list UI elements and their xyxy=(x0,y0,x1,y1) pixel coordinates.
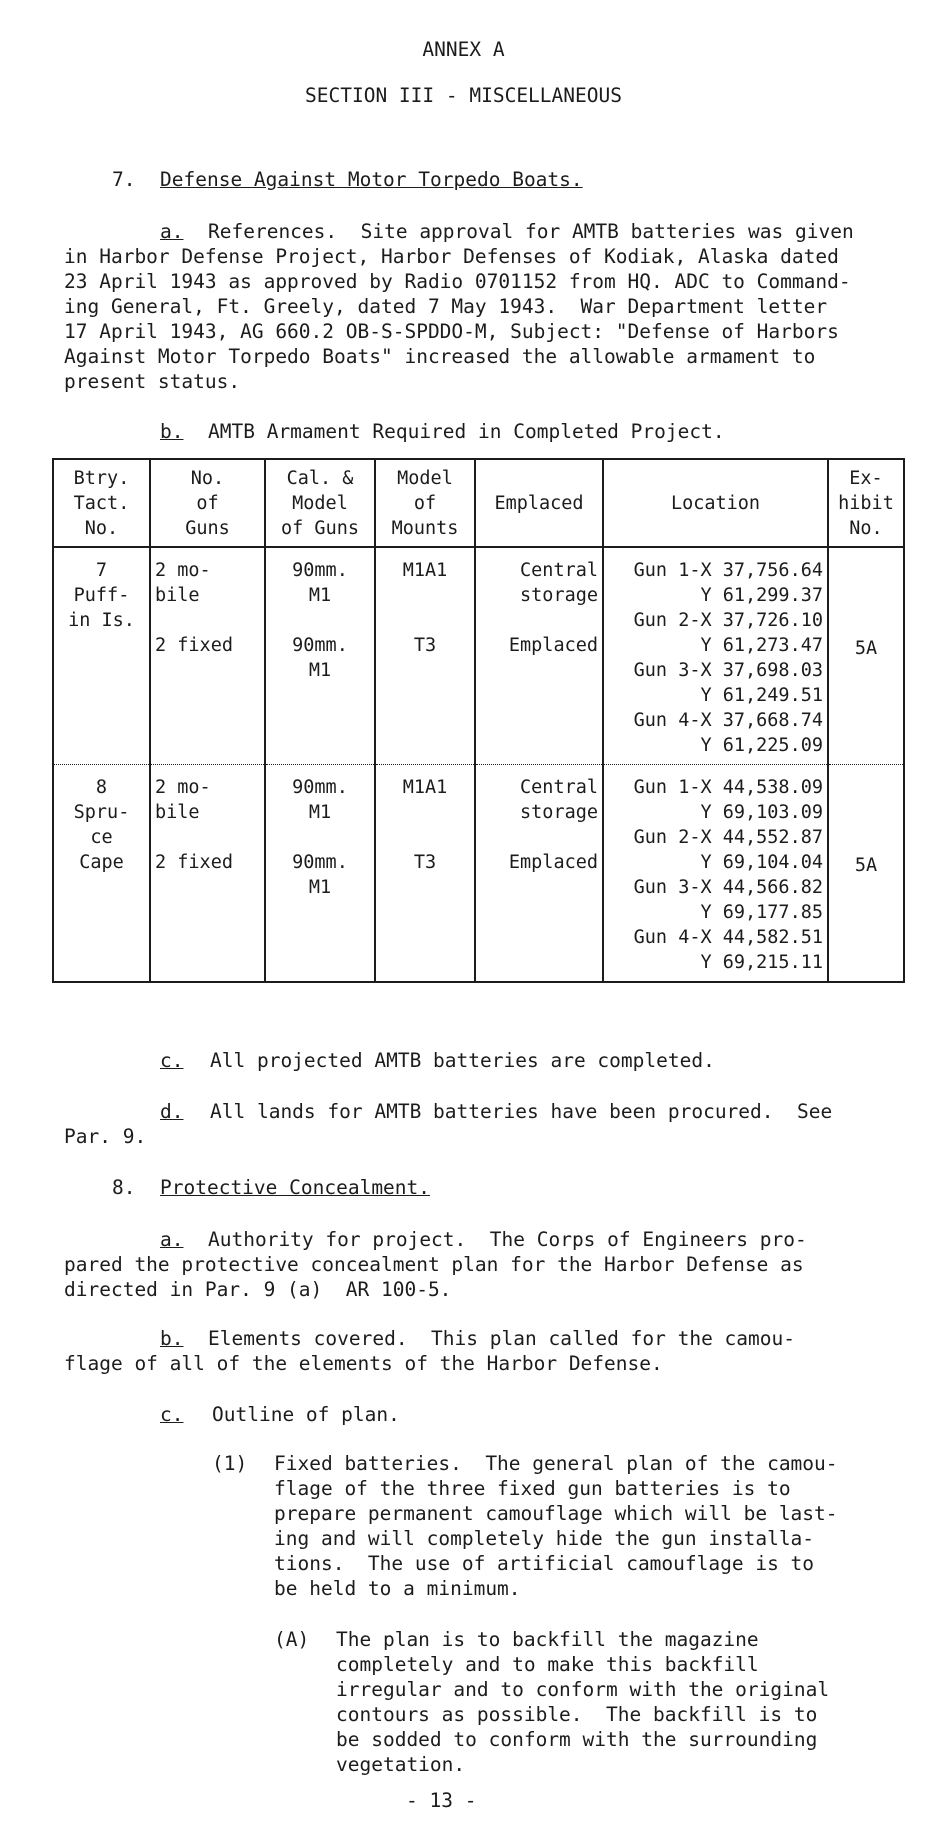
table-header-row xyxy=(53,459,904,547)
mount-fixed: T3 xyxy=(413,852,437,873)
location-line: Y 69,104.04 xyxy=(700,852,823,873)
annex-heading: ANNEX A xyxy=(422,38,505,61)
caliber-mobile: 90mm. M1 xyxy=(292,560,348,606)
item1-line: tions. The use of artificial camouflage is to xyxy=(274,1552,815,1575)
location-line: Gun 1-X 37,756.64 xyxy=(633,560,823,581)
mount-mobile: M1A1 xyxy=(402,777,448,798)
para7a-line: 23 April 1943 as approved by Radio 0701152 from HQ. ADC to Command- xyxy=(64,270,851,293)
itemA-line: The plan is to backfill the magazine xyxy=(336,1628,759,1651)
location-line: Gun 3-X 44,566.82 xyxy=(633,877,823,898)
item1-line: flage of the three fixed gun batteries is to xyxy=(274,1477,791,1500)
caliber-cell xyxy=(265,765,375,983)
mount-cell xyxy=(375,765,475,983)
header-number-of-guns: No. of Guns xyxy=(150,459,265,547)
emplaced-fixed: Emplaced xyxy=(508,852,598,873)
para7a-line: in Harbor Defense Project, Harbor Defenses of Kodiak, Alaska dated xyxy=(64,245,839,268)
table-row xyxy=(53,547,904,765)
para8-number: 8. xyxy=(112,1176,136,1199)
caliber-mobile: 90mm. M1 xyxy=(292,777,348,823)
location-line: Gun 2-X 44,552.87 xyxy=(633,827,823,848)
battery-cell: 8 Spru- ce Cape xyxy=(53,765,150,983)
para7a-line: present status. xyxy=(64,370,241,393)
itemA-line: be sodded to conform with the surrounding xyxy=(336,1728,818,1751)
location-line: Gun 1-X 44,538.09 xyxy=(633,777,823,798)
para7a-letter: a. xyxy=(160,220,184,243)
para7a-line: ing General, Ft. Greely, dated 7 May 1943. War Department letter xyxy=(64,295,828,318)
para8a-line: directed in Par. 9 (a) AR 100-5. xyxy=(64,1278,452,1301)
guns-cell xyxy=(150,765,265,983)
para7c-text: All projected AMTB batteries are completed. xyxy=(210,1049,715,1072)
para7d-line: Par. 9. xyxy=(64,1125,147,1148)
location-cell xyxy=(603,547,828,765)
para8b-letter: b. xyxy=(160,1327,184,1350)
caliber-cell xyxy=(265,547,375,765)
emplaced-fixed: Emplaced xyxy=(508,635,598,656)
para8b-line: flage of all of the elements of the Harbor Defense. xyxy=(64,1352,663,1375)
item1-line: be held to a minimum. xyxy=(274,1577,521,1600)
emplaced-mobile: Central storage xyxy=(520,777,598,823)
caliber-fixed: 90mm. M1 xyxy=(292,852,348,898)
guns-fixed: 2 fixed xyxy=(155,852,233,873)
item1-line: ing and will completely hide the gun installa- xyxy=(274,1527,815,1550)
section-heading: SECTION III - MISCELLANEOUS xyxy=(305,84,622,107)
emplaced-cell xyxy=(475,547,603,765)
itemA-line: irregular and to conform with the original xyxy=(336,1678,830,1701)
itemA-line: completely and to make this backfill xyxy=(336,1653,759,1676)
mount-mobile: M1A1 xyxy=(402,560,448,581)
header-caliber-model: Cal. & Model of Guns xyxy=(265,459,375,547)
location-line: Y 61,299.37 xyxy=(700,585,823,606)
para8c-text: Outline of plan. xyxy=(212,1403,400,1426)
para7-title: Defense Against Motor Torpedo Boats. xyxy=(160,168,583,191)
para7a-line: References. Site approval for AMTB batteries was given xyxy=(208,220,854,243)
header-emplaced: Emplaced xyxy=(475,459,603,547)
guns-mobile: 2 mo- bile xyxy=(155,777,211,823)
mount-cell xyxy=(375,547,475,765)
para8-title: Protective Concealment. xyxy=(160,1176,431,1199)
para7c-letter: c. xyxy=(160,1049,184,1072)
header-mounts: Model of Mounts xyxy=(375,459,475,547)
guns-cell xyxy=(150,547,265,765)
para8b-line: Elements covered. This plan called for the camou- xyxy=(208,1327,795,1350)
location-line: Y 69,177.85 xyxy=(700,902,823,923)
item1-line: Fixed batteries. The general plan of the camou- xyxy=(274,1452,838,1475)
para8a-letter: a. xyxy=(160,1228,184,1251)
item1-line: prepare permanent camouflage which will be last- xyxy=(274,1502,838,1525)
para7d-line: All lands for AMTB batteries have been procured. See xyxy=(210,1100,833,1123)
battery-cell: 7 Puff- in Is. xyxy=(53,547,150,765)
para7a-line: 17 April 1943, AG 660.2 OB-S-SPDDO-M, Subject: "Defense of Harbors xyxy=(64,320,839,343)
amtb-armament-table xyxy=(52,458,905,983)
emplaced-cell xyxy=(475,765,603,983)
para7a-line: Against Motor Torpedo Boats" increased the allowable armament to xyxy=(64,345,816,368)
location-line: Gun 3-X 37,698.03 xyxy=(633,660,823,681)
header-battery: Btry. Tact. No. xyxy=(53,459,150,547)
para7d-letter: d. xyxy=(160,1100,184,1123)
para8a-line: Authority for project. The Corps of Engineers pro- xyxy=(208,1228,807,1251)
para7b-letter: b. xyxy=(160,420,184,443)
location-line: Gun 2-X 37,726.10 xyxy=(633,610,823,631)
para7b-text: AMTB Armament Required in Completed Project. xyxy=(208,420,725,443)
emplaced-mobile: Central storage xyxy=(520,560,598,606)
para8a-line: pared the protective concealment plan for the Harbor Defense as xyxy=(64,1253,804,1276)
itemA-line: contours as possible. The backfill is to xyxy=(336,1703,818,1726)
table-row xyxy=(53,765,904,983)
exhibit-cell: 5A xyxy=(828,547,904,765)
location-line: Y 69,103.09 xyxy=(700,802,823,823)
para7-number: 7. xyxy=(112,168,136,191)
page-number: - 13 - xyxy=(406,1789,477,1812)
para8c-letter: c. xyxy=(160,1403,184,1426)
item1-number: (1) xyxy=(212,1452,248,1475)
guns-fixed: 2 fixed xyxy=(155,635,233,656)
location-line: Gun 4-X 37,668.74 xyxy=(633,710,823,731)
location-line: Y 61,273.47 xyxy=(700,635,823,656)
header-exhibit: Ex- hibit No. xyxy=(828,459,904,547)
guns-mobile: 2 mo- bile xyxy=(155,560,211,606)
itemA-line: vegetation. xyxy=(336,1753,466,1776)
location-cell xyxy=(603,765,828,983)
exhibit-cell: 5A xyxy=(828,765,904,983)
header-location: Location xyxy=(603,459,828,547)
mount-fixed: T3 xyxy=(413,635,437,656)
caliber-fixed: 90mm. M1 xyxy=(292,635,348,681)
location-line: Y 61,225.09 xyxy=(700,735,823,756)
location-line: Y 69,215.11 xyxy=(700,952,823,973)
location-line: Gun 4-X 44,582.51 xyxy=(633,927,823,948)
location-line: Y 61,249.51 xyxy=(700,685,823,706)
itemA-number: (A) xyxy=(274,1628,310,1651)
